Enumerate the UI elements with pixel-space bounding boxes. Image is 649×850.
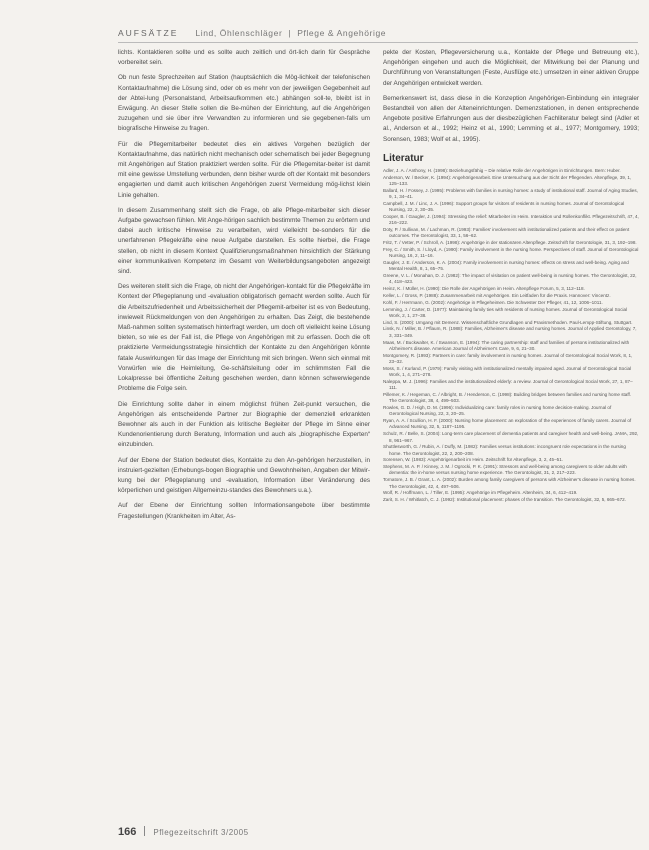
page-number: 166: [118, 826, 137, 838]
body-paragraph: pekte der Kosten, Pflegeversicherung u.a., Kontakte der Pflege und Betreuung etc.), Angehörigen eingehen und auch die Möglichkeit, der Mitwirkung bei der Planung und Durchführung von Veranstaltungen (Feste, Ausflüge etc.) umsetzen in einer aktiven Gruppe der Angehörigen entwickelt werden.: [383, 49, 639, 87]
literature-heading: Literatur: [383, 152, 424, 164]
reference-item: Maas, M. / Buckwalter, K. / Swanson, E. (1994): The caring partnership: staff and families of persons institutionalized with Alzheimer's disease. American Journal of Alzheimer's Care, 9, 6, 21–30.: [383, 339, 630, 351]
reference-item: Wolf, R. / Hoffmann, L. / Tiller, E. (1995): Angehörige im Pflegeheim. Altenheim, 34, 6, 412–419.: [383, 490, 578, 496]
footer-divider: [144, 826, 145, 836]
right-body-text: [383, 48, 639, 145]
reference-item: Shuttlesworth, G. / Rubin, A. / Duffy, M. (1982): Families versus institutions: incongruent role expectations in the nursing home. The Gerontologist, 22, 2, 200–208.: [383, 444, 626, 456]
reference-item: Pillemer, K. / Hegeman, C. / Albright, B. / Henderson, C. (1998): Building bridges between families and nursing home staff. The Gerontologist, 38, 4, 499–503.: [383, 391, 632, 404]
header-rule: [118, 42, 638, 43]
reference-item: Cooper, B. / Gaugler, J. (1994): Stressing the relief: Mitarbeiter im Heim. Interaktion und Rollenkonflikt. Pflegezeitschrift, 47, 4, 216–222.: [383, 213, 639, 226]
reference-item: Naleppa, M. J. (1996): Families and the institutionalized elderly: a review. Journal of Gerontological Social Work, 27, 1, 87–111.: [383, 378, 633, 391]
reference-item: Frey, C. / Smith, S. / Lloyd, A. (1990): Family involvement in the nursing home. Perspectives of staff. Journal of Gerontological Nursing, 16, 2, 11–16.: [383, 246, 639, 259]
reference-item: Sorensen, W. (1983): Angehörigenarbeit im Heim. Zeitschrift für Altenpflege, 3, 2, 45–51.: [383, 457, 564, 463]
left-column: [118, 48, 370, 813]
reference-item: Anderson, W. / Becker, K. (1994): Angehörigenarbeit. Eine Untersuchung aus der Sicht der Pflegenden. Altenpflege, 39, 1, 125–133.: [383, 174, 632, 186]
reference-item: Linsk, N. / Miller, B. / Pflaum, R. (1988): Families, Alzheimer's disease and nursing homes. Journal of Applied Gerontology, 7, 3, 331–349.: [383, 326, 637, 338]
reference-item: Montgomery, R. (1993): Partners in care: family involvement in nursing homes. Journal of Gerontological Social Work, 8, 1, 23–32.: [383, 352, 633, 364]
reference-item: Gaugler, J. E. / Anderson, K. A. (2004): Family involvement in nursing homes: effects on stress and well-being. Aging and Mental Health, 8, 1, 65–75.: [383, 259, 629, 272]
reference-item: Doty, P. / Sullivan, M. / Lachman, R. (1993): Families' involvement with institutionalized patients and their effect on patient outcomes. The Gerontologist, 33, 1, 56–62.: [383, 227, 630, 239]
reference-item: Zarit, S. H. / Whitlatch, C. J. (1992): Institutional placement: phases of the transition. The Gerontologist, 32, 5, 665–672.: [383, 497, 626, 503]
header-topic: Pflege & Angehörige: [297, 28, 387, 38]
header-authors: Lind, Öhlenschläger: [195, 28, 283, 38]
reference-item: Lemming, J. / Carter, D. (1977): Maintaining family ties with residents of nursing homes. Journal of Gerontological Social Work, 2, 1, 27–38.: [383, 306, 628, 318]
body-paragraph: Die Einrichtung sollte daher in einem möglichst frühen Zeit-punkt versuchen, die Angehörigen als entscheidende Partner zur Biographie der demenziell erkrankten Bewohner als auch in der Funktion als kritische Begleiter der Pflege im Sinne einer Kundenorientierung durch Beratung, Information und auch als „biographische Experten“ einzubinden.: [118, 400, 370, 449]
reference-item: Fritz, T. / Vetter, P. / Schroll, A. (1998): Angehörige in der stationären Altenpflege. Zeitschrift für Gerontologie, 31, 3, 192–198.: [383, 240, 637, 246]
body-paragraph: Bemerkenswert ist, dass diese in die Konzeption Angehörigen-Einbindung ein integraler Bestandteil von allen der Alteneinrichtungen. Demenzstationen, in denen entsprechende Angebote positive Erfahrungen aus der diesbezüglichen Fachliteratur belegt sind (Adler et al., Anderson et al., 1992; Heinz et al., 1990; Lemming et al., 1977; Montgomery, 1993; Sorensen, 1983; Wolf et al., 1995).: [383, 94, 639, 143]
reference-list: [383, 168, 639, 504]
body-paragraph: In diesem Zusammenhang stellt sich die Frage, ob alle Pflege-mitarbeiter sich dieser Aufgabe gewachsen fühlen. Mit Ange-hörigen sachlich bestimmte Themen zu erörtern und dabei auch kritische Hinweise zu verarbeiten, wird vielleicht be-sonders für die unerfahrenen Pflegekräfte eine neue Aufgabe darstellen. Es sollte hierbei, die Frage stellen, ob nicht in diesem Kontext Qualifizierungsmaßnahmen hinsichtlich der Stärkung einer kommunikativen Kompetenz im Gesamt von Weiterbildungsangeboten angezeigt sind.: [118, 206, 370, 276]
right-column: [383, 48, 639, 838]
reference-item: Adler, J. A. / Anthony, H. (1998): Beziehungsfähig – Die relative Rolle der Angehörigen in Einrichtungen. Bern: Huber.: [383, 167, 621, 173]
page-footer: [118, 822, 378, 836]
running-header: [118, 28, 638, 42]
body-paragraph: Für die Pflegemitarbeiter bedeutet dies ein aktives Vorgehen bezüglich der Kontaktaufnahme, das natürlich nicht mechanisch oder schematisch bei jeder Begegnung mit Angehörigen auf Station praktiziert werden sollte. Für die Pflegemitar-beiter ist damit mit eine gewisse Umstellung verbunden, denn bisher wurde oft der Kontakt mit besonders engagierten und damit auch kritischen Angehörigen zuerst Vermeidung mög-lichst klein Linie gehalten.: [118, 140, 370, 199]
body-paragraph: Des weiteren stellt sich die Frage, ob nicht der Angehörigen-kontakt für die Pflegekräfte im Kontext der Pflegeplanung und -evaluation obligatorisch gemacht werden sollte. Auch für die Arbeitszufriedenheit und Arbeitssicherheit der Pflegemit-arbeiter ist es von Bedeutung, inwieweit Rückmeldungen von den Angehörigen zu erhalten. Das Zeigt, die bestehende Maß-nahmen sollten systematisch hinterfragt werden, um doch oft vielleicht keine Lösung bieten, so wie es der Fall ist, die Pflege von Angehörigen mit zu erfassen. Doch die oft praktizierte Vermeidungsstrategie hinsichtlich der Kontakte zu den Angehörigen könnte fatale Auswirkungen für das Image der Einrichtung mit sich bringen. Wenn sich einmal mit Vorwürfen wie die Heimleitung, Ge-schäftsleitung oder im schlimmsten Fall die Lokalpresse bei öffentliche Zeitung geschehen werden, dann können schwerwiegende Probleme die Folge sein.: [118, 283, 370, 393]
header-separator: |: [288, 28, 292, 38]
body-paragraph: Auf der Ebene der Station bedeutet dies, Kontakte zu den An-gehörigen herzustellen, in instruiert-gezielten (Erhebungs-bogen Biographie und Gewohnheiten, Angaben der Mitwir-kung bei der Pflegeplanung und -evaluation, Information über Veränderung des körperlichen und geistigen Allgemeinzu-standes des Bewohners u.a.).: [118, 456, 370, 495]
reference-item: Heinz, K. / Müller, H. (1990): Die Rolle der Angehörigen im Heim. Altenpflege Forum, 5, 3, 112–118.: [383, 286, 585, 292]
section-label: AUFSÄTZE: [118, 28, 179, 38]
reference-item: Rowles, G. D. / High, D. M. (1996): Individualizing care: family roles in nursing home decision-making. Journal of Gerontological Nursing, 22, 3, 20–25.: [383, 405, 612, 417]
reference-item: Ballard, H. / Fossey, J. (1995): Problems with families in nursing homes: a study of institutional staff. Journal of Aging Studies, 9, 1, 34–41.: [383, 187, 638, 200]
reference-item: Tornatore, J. B. / Grant, L. A. (2002): Burden among family caregivers of persons with Alzheimer's disease in nursing homes. The Gerontologist, 42, 4, 497–506.: [383, 477, 636, 489]
reference-item: Ryan, A. A. / Scullion, H. F. (2000): Nursing home placement: an exploration of the experiences of family carers. Journal of Advanced Nursing, 32, 5, 1187–1195.: [383, 418, 632, 430]
body-paragraph: Auf der Ebene der Einrichtung sollten Informationsangebote über bestimmte Fragestellungen (Krankheiten im Alter, As-: [118, 502, 370, 520]
reference-item: Campbell, J. M. / Linc, J. A. (1996): Support groups for visitors of residents in nursing homes. Journal of Gerontological Nursing, 22, 2, 30–35.: [383, 200, 625, 213]
body-paragraph: lichts. Kontaktieren sollte und es sollte auch zeitlich und ört-lich darin für Gespräche vorbereitet sein.: [118, 49, 370, 67]
reference-item: Schulz, R. / Belle, S. (2004): Long-term care placement of dementia patients and caregiver health and well-being. JAMA, 292, 8, 961–967.: [383, 431, 639, 443]
reference-item: Kohl, F. / Herrmann, G. (2002): Angehörige in Pflegeheimen. Die Schwester Der Pfleger, 41, 12, 1006–1011.: [383, 299, 603, 305]
reference-item: Moss, S. / Kurland, P. (1979): Family visiting with institutionalized mentally impaired aged. Journal of Gerontological Social Work, 1, 4, 271–278.: [383, 365, 632, 378]
reference-item: Stephens, M. A. P. / Kinney, J. M. / Ogrocki, P. K. (1991): Stressors and well-being among caregivers to older adults with dementia: the in-home versus nursing home experience. The Gerontologist, 31, 2, 217–223.: [383, 464, 627, 476]
journal-name: Pflegezeitschrift 3/2005: [153, 828, 249, 837]
reference-item: Greene, V. L. / Monahan, D. J. (1982): The impact of visitation on patient well-being in nursing homes. The Gerontologist, 22, 4, 418–423.: [383, 273, 637, 285]
reference-item: Lind, S. (2000): Umgang mit Demenz. Wissenschaftliche Grundlagen und Praxismethoden. Paul-Lempp-Stiftung, Stuttgart.: [383, 319, 633, 325]
body-paragraph: Ob nun feste Sprechzeiten auf Station (hauptsächlich die Mög-lichkeit der telefonischen Kontaktaufnahme) die Lösung sind, oder ob es mehr von der jeweiligen Gegebenheit auf der Abtei-lung (Personalstand, Arbeitsaufkommen etc.) abhängen soll-te, bleibt ist in Erwägung. An dieser Stelle sollen die Be-mühen der Einrichtung, auf die Angehörigen zuzugehen und sie über ihre Verwandten zu informieren und sie gegebenen-falls um biografische Hinweise zu fragen.: [118, 74, 370, 133]
reference-item: Keller, L. / Gross, P. (1988): Zusammenarbeit mit Angehörigen. Ein Leitfaden für die Praxis. Hannover: Vincentz.: [383, 292, 611, 298]
